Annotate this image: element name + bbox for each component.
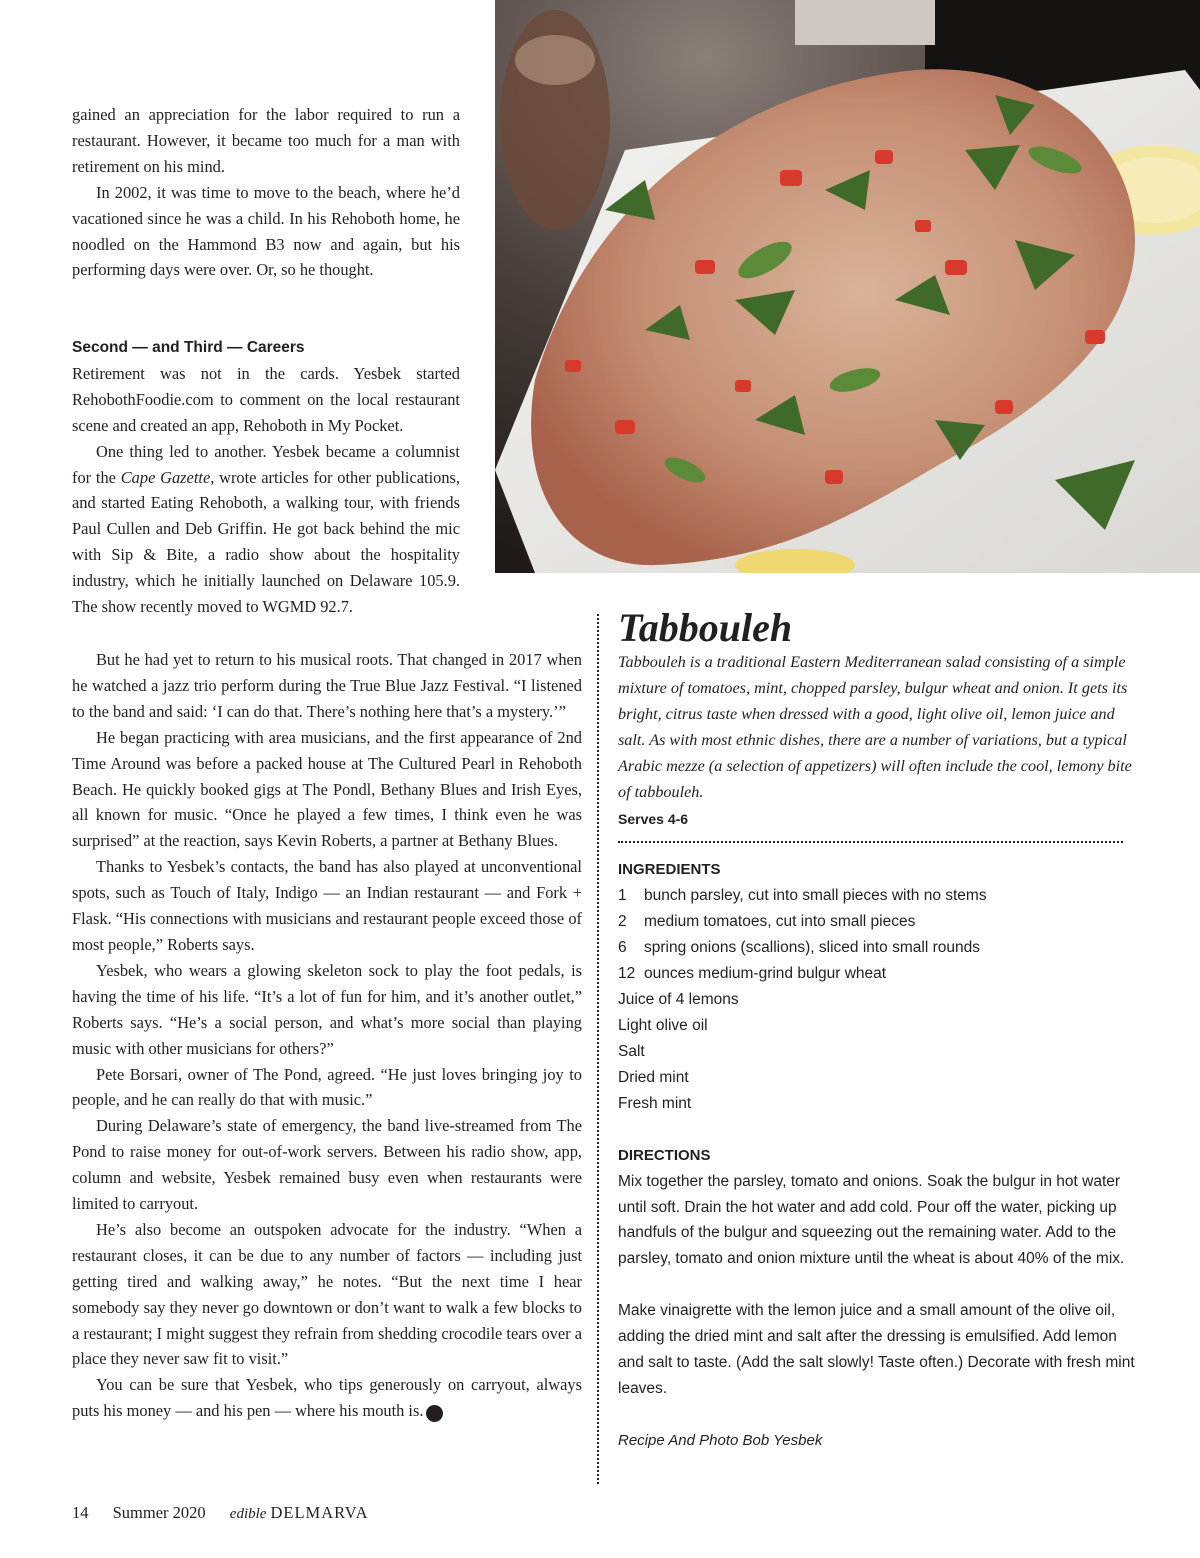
section-subhead: Second — and Third — Careers: [72, 339, 305, 356]
ingredient-item: Dried mint: [618, 1068, 689, 1086]
issue-date: Summer 2020: [112, 1503, 206, 1522]
recipe-serves: Serves 4-6: [618, 811, 689, 828]
recipe-divider: [618, 841, 1123, 843]
recipe-credit: Recipe And Photo Bob Yesbek: [618, 1431, 823, 1449]
article-paragraph: One thing led to another. Yesbek became a columnist for the Cape Gazette, wrote articles for other publications, and started Eating Rehoboth, a walking tour, with friends Paul Cullen and Deb Griffin. He got back behind the mic with Sip & Bite, a radio show about the hospitality industry, which he initially launched on Delaware 105.9. The show recently moved to WGMD 92.7.: [72, 441, 460, 617]
ingredient-item: Salt: [618, 1042, 645, 1060]
article-column-middle: [72, 335, 460, 620]
article-paragraph: Thanks to Yesbek’s contacts, the band has also played at unconventional spots, such as Touch of Italy, Indigo — an Indian restaurant — and Fork + Flask. “His connections with musicians and restaurant people exceed those of most people,” Roberts says.: [72, 857, 582, 954]
tabbouleh-photo: [495, 0, 1200, 573]
page-number: 14: [72, 1503, 89, 1522]
recipe-sidebar: [618, 606, 1138, 1454]
magazine-prefix: edible: [229, 1506, 267, 1522]
article-paragraph: You can be sure that Yesbek, who tips generously on carryout, always puts his money — and his pen — where his mouth is. e: [72, 1375, 582, 1422]
directions-text: [618, 1169, 1138, 1402]
ingredient-item: 1 bunch parsley, cut into small pieces with no stems: [618, 887, 987, 905]
article-column-top: [72, 102, 460, 283]
ingredient-item: 12 ounces medium-grind bulgur wheat: [618, 965, 887, 983]
article-paragraph: During Delaware’s state of emergency, the band live-streamed from The Pond to raise money for out-of-work servers. Between his radio show, app, column and website, Yesbek remained busy even when restaurants were limited to carryout.: [72, 1116, 582, 1214]
ingredient-item: Juice of 4 lemons: [618, 991, 739, 1009]
ingredients-list: [618, 883, 1138, 1116]
article-paragraph: He began practicing with area musicians, and the first appearance of 2nd Time Around was before a packed house at The Cultured Pearl in Rehoboth Beach. He quickly booked gigs at The Pondl, Bethany Blues and Irish Eyes, all known for music. “Once he played a few times, I think even he was surprised” at the reaction, says Kevin Roberts, a partner at Bethany Blues.: [72, 727, 582, 851]
ingredients-heading: INGREDIENTS: [618, 861, 721, 879]
recipe-title: Tabbouleh: [618, 605, 793, 650]
article-paragraph: Pete Borsari, owner of The Pond, agreed. “He just loves bringing joy to people, and he can really do that with music.”: [72, 1064, 582, 1110]
ingredient-item: Light olive oil: [618, 1016, 708, 1034]
page-footer: [72, 1503, 389, 1523]
recipe-intro: Tabbouleh is a traditional Eastern Mediterranean salad consisting of a simple mixture of tomatoes, mint, chopped parsley, bulgur wheat and onion. It gets its bright, citrus taste when dressed with a good, light olive oil, lemon juice and salt. As with most ethnic dishes, there are a number of variations, but a typical Arabic mezze (a selection of appetizers) will often include the cool, lemony bite of tabbouleh.: [618, 653, 1132, 801]
ingredient-item: Fresh mint: [618, 1094, 692, 1112]
article-paragraph: Yesbek, who wears a glowing skeleton sock to play the foot pedals, is having the time of his life. “It’s a lot of fun for him, and it’s another outlet,” Roberts says. “He’s a social person, and what’s more social than playing music with other musicians for others?”: [72, 960, 582, 1058]
article-paragraph: gained an appreciation for the labor required to run a restaurant. However, it became too much for a man with retirement on his mind.: [72, 105, 460, 176]
direction-step: Make vinaigrette with the lemon juice and a small amount of the olive oil, adding the dried mint and salt after the dressing is emulsified. Add lemon and salt to taste. (Add the salt slowly! Taste often.) Decorate with fresh mint leaves.: [618, 1302, 1135, 1397]
end-mark-icon: e: [426, 1405, 443, 1422]
article-paragraph: Retirement was not in the cards. Yesbek started RehobothFoodie.com to comment on the local restaurant scene and created an app, Rehoboth in My Pocket.: [72, 363, 460, 435]
ingredient-item: 2 medium tomatoes, cut into small pieces: [618, 913, 916, 931]
article-paragraph: He’s also become an outspoken advocate for the industry. “When a restaurant closes, it can be due to any number of factors — including just getting tired and walking away,” he notes. “But the next time I hear somebody say they never go downtown or don’t want to walk a few blocks to a restaurant; I might suggest they refrain from shedding crocodile tears over a place they never saw fit to visit.”: [72, 1219, 582, 1369]
article-paragraph: In 2002, it was time to move to the beach, where he’d vacationed since he was a child. In his Rehoboth home, he noodled on the Hammond B3 now and again, but his performing days were over. Or, so he thought.: [72, 182, 460, 280]
directions-heading: DIRECTIONS: [618, 1146, 711, 1164]
ingredient-item: 6 spring onions (scallions), sliced into small rounds: [618, 939, 980, 957]
article-column-bottom: [72, 647, 582, 1424]
sidebar-divider: [597, 614, 599, 1484]
direction-step: Mix together the parsley, tomato and onions. Soak the bulgur in hot water until soft. Drain the hot water and add cold. Pour off the water, picking up handfuls of the bulgur and squeezing out the remaining water. Add to the parsley, tomato and onion mixture until the wheat is about 40% of the mix.: [618, 1172, 1125, 1268]
publication-name: Cape Gazette: [120, 467, 211, 487]
article-paragraph: But he had yet to return to his musical roots. That changed in 2017 when he watched a jazz trio perform during the True Blue Jazz Festival. “I listened to the band and said: ‘I can do that. There’s nothing here that’s a mystery.’”: [72, 650, 582, 721]
magazine-name: DELMARVA: [270, 1503, 369, 1522]
